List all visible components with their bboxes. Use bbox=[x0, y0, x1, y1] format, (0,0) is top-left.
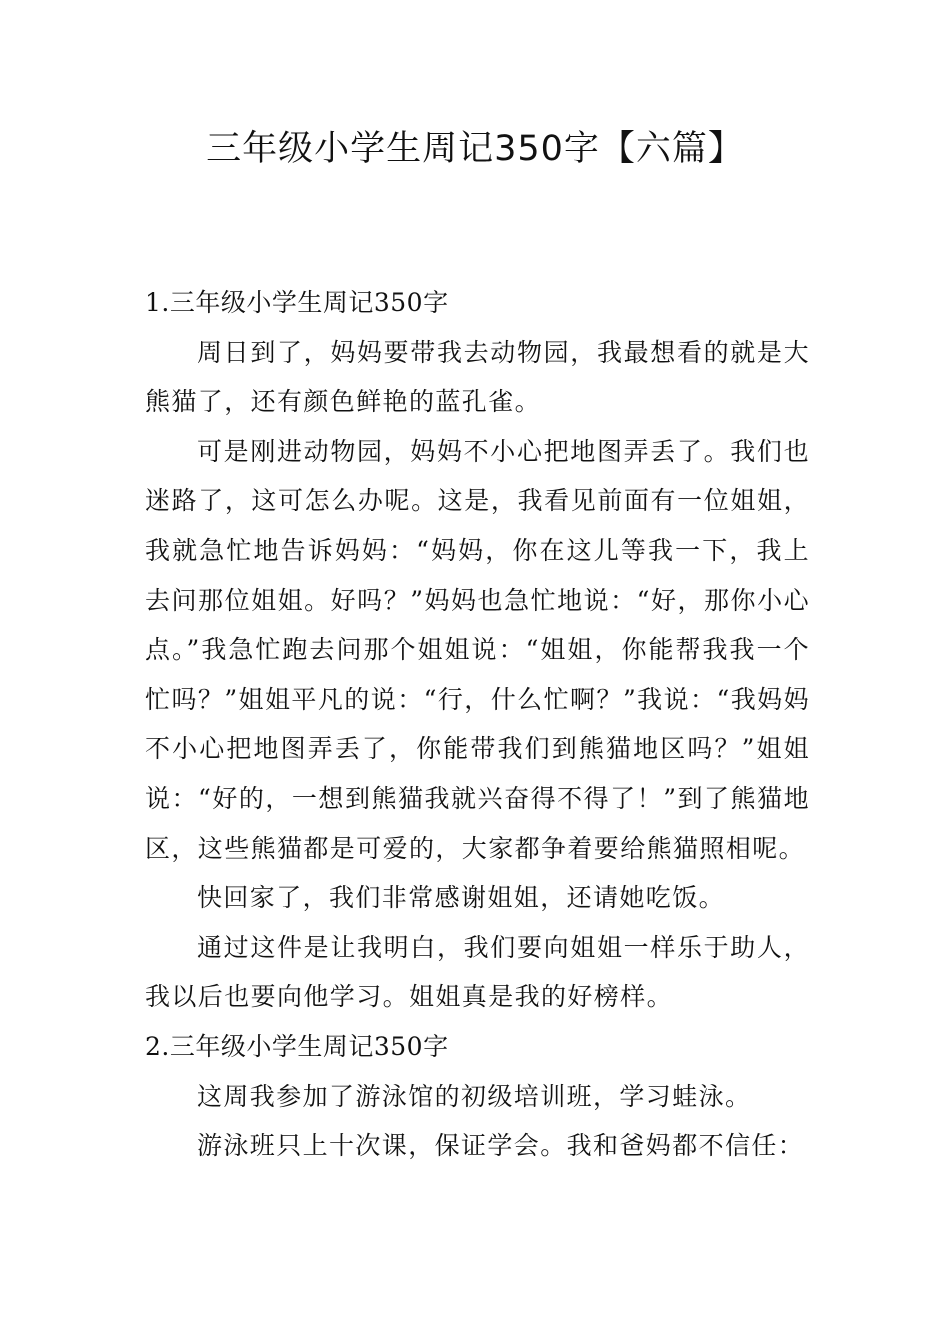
section-heading: 1.三年级小学生周记350字 bbox=[145, 288, 449, 317]
paragraph: 游泳班只上十次课，保证学会。我和爸妈都不信任： bbox=[197, 1131, 805, 1161]
paragraph: 快回家了，我们非常感谢姐姐，还请她吃饭。 bbox=[197, 883, 726, 913]
document-body bbox=[145, 278, 810, 1171]
paragraph: 可是刚进动物园，妈妈不小心把地图弄丢了。我们也迷路了，这可怎么办呢。这是，我看见前面有一位姐姐，我就急忙地告诉妈妈：“妈妈，你在这儿等我一下，我上去问那位姐姐。好吗？”妈妈也急忙地说：“好，那你小心点。”我急忙跑去问那个姐姐说：“姐姐，你能帮我我一个忙吗？”姐姐平凡的说：“行，什么忙啊？”我说：“我妈妈不小心把地图弄丢了，你能带我们到熊猫地区吗？”姐姐说：“好的，一想到熊猫我就兴奋得不得了！”到了熊猫地区，这些熊猫都是可爱的，大家都争着要给熊猫照相呢。 bbox=[145, 436, 810, 863]
paragraph: 这周我参加了游泳馆的初级培训班，学习蛙泳。 bbox=[197, 1081, 752, 1111]
section-heading: 2.三年级小学生周记350字 bbox=[145, 1031, 449, 1061]
page-title: 三年级小学生周记350字【六篇】 bbox=[206, 129, 744, 169]
paragraph: 通过这件是让我明白，我们要向姐姐一样乐于助人，我以后也要向他学习。姐姐真是我的好榜样。 bbox=[145, 932, 810, 1012]
paragraph: 周日到了，妈妈要带我去动物园，我最想看的就是大熊猫了，还有颜色鲜艳的蓝孔雀。 bbox=[145, 337, 810, 417]
